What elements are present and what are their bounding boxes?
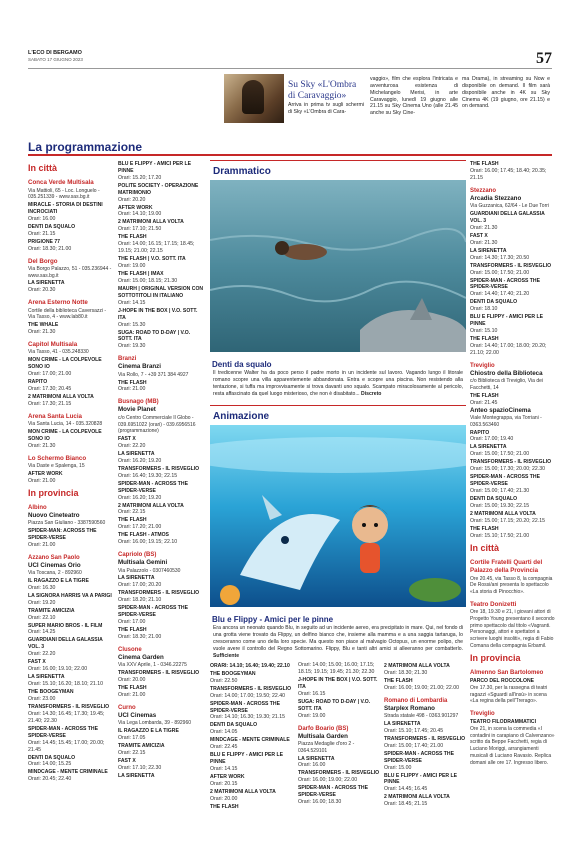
- showtimes: Orari: 20.00: [118, 676, 146, 683]
- showtimes: Orari: 15.00; 17.15; 20.20; 22.15: [470, 517, 545, 524]
- sky-photo: [224, 74, 284, 123]
- city-name: Albino: [28, 504, 47, 511]
- showtimes: Orari: 17.00; 21.00: [28, 370, 72, 377]
- film-title: LA SIGNORA HARRIS VA A PARIGI: [28, 592, 112, 599]
- showtimes: Orari: 16.00; 18.30: [298, 799, 342, 806]
- cinema-name: Movie Planet: [118, 406, 156, 414]
- review-box-drama: [210, 160, 466, 398]
- city-name: Azzano San Paolo: [28, 554, 80, 561]
- film-title: SPIDER-MAN - ACROSS THE SPIDER-VERSE: [210, 700, 280, 714]
- film-title: BLU E FLIPPY - AMICI PER LE PINNE: [118, 161, 192, 174]
- showtimes: Orari: 22.10: [28, 614, 56, 621]
- cinema-name: Teatro Donizetti: [470, 600, 517, 608]
- showtimes: Orari: 15.00; 17.40; 21.30: [470, 488, 530, 494]
- showtimes: Orari: 16.00; 19.10; 22.00: [28, 666, 88, 673]
- showtimes: Orari: 15.00; 17.50; 21.00: [470, 451, 530, 458]
- film-title: FAST X: [28, 659, 46, 666]
- cinema-name: Arena Esterno Notte: [28, 299, 88, 307]
- city-name: Darfo Boario (BS): [298, 725, 349, 732]
- showtimes: Orari: 14.45; 16.45: [384, 786, 428, 793]
- film-title: THE FLASH: [210, 803, 239, 810]
- film-title: LA SIRENETTA: [118, 450, 155, 457]
- sky-text-1: Arriva in prima tv sugli schermi di Sky «L'Ombra di Cara-: [288, 102, 364, 115]
- showtimes: Orari: 15.10; 17.50; 21.00: [470, 532, 530, 539]
- cinema-name: Cinema Branzi: [118, 363, 161, 371]
- film-title: TRANSFORMERS - IL RISVEGLIO: [384, 735, 466, 742]
- cinema-address: Via Lega Lombarda, 39 - 892960: [118, 720, 192, 727]
- cinema-address: Via XXV Aprile, 1 - 0346.22275: [118, 662, 187, 669]
- film-title: MINDCAGE - MENTE CRIMINALE: [210, 737, 290, 744]
- film-title: LA SIRENETTA: [28, 280, 65, 287]
- showtimes: Orari: 19.00: [118, 263, 146, 270]
- showtimes: Orari: 14.00; 16.15; 17.15; 18.45; 19.15; 21.00; 22.15: [118, 241, 195, 255]
- film-title: 2 MATRIMONI ALLA VOLTA: [384, 663, 450, 669]
- masthead: [28, 50, 83, 63]
- showtimes: Orari: 16.00; 17.45; 18.40; 20.35; 21.15: [470, 167, 547, 181]
- film-title: THE FLASH: [470, 525, 499, 532]
- city-name: Busnago (MB): [118, 399, 159, 406]
- showtimes: Orari: 20.30: [28, 287, 56, 294]
- film-title: LA SIRENETTA: [470, 247, 507, 254]
- showtimes: Orari: 22.50: [210, 677, 238, 684]
- showtimes: Orari: 22.20: [118, 442, 146, 449]
- film-title: THE FLASH: [118, 517, 147, 524]
- sky-text-2: vaggio», film che esplora l'intricata e avventurosa esistenza di Michelangelo Merisi, in arte Caravaggio, lunedì 19 giugno alle 21.15 su Sky Cinema Uno (alle 21.45 anche su Sky Cine-: [370, 76, 458, 117]
- cinema-address: Ore 21, in scena la commedia «I contadini in carapiano di Calvenzano» scritto da Beppe Facchetti, regia di Luciano Moriggi, arrangiamenti musicali di Luciano Ravasio. Replica domani alle ore 17. Ingresso libero.: [470, 725, 555, 766]
- film-title: TRAMITE AMICIZIA: [28, 607, 75, 614]
- film-title: FAST X: [118, 436, 136, 443]
- film-title: TRANSFORMERS - IL RISVEGLIO: [118, 590, 200, 597]
- showtimes: Orari: 15.00; 17.30; 20.00; 22.30: [470, 466, 545, 473]
- cinema-name: Multisala Garden: [298, 732, 348, 740]
- city-name: Branzi: [118, 356, 137, 363]
- showtimes: Orari: 14.40; 17.00; 18.00; 20.20; 21.10; 22.00: [470, 342, 547, 356]
- listing-column-5: [384, 662, 466, 808]
- showtimes: Orari: 19.30: [118, 343, 146, 350]
- showtimes: Orari: 21.00: [28, 541, 56, 548]
- showtimes: Orari: 21.15: [28, 230, 56, 237]
- film-title: AFTER WORK: [28, 470, 63, 477]
- showtimes: Orari: 16.20; 19.20: [118, 457, 162, 464]
- showtimes: Orari: 22.20: [28, 651, 56, 658]
- section-heading: In provincia: [28, 487, 79, 498]
- film-title: SPIDER-MAN - ACROSS THE SPIDER-VERSE: [470, 277, 540, 291]
- film-title: AFTER WORK: [210, 773, 245, 780]
- film-title: THE FLASH: [118, 684, 147, 691]
- showtimes: Orari: 16.20; 19.20: [118, 494, 162, 501]
- showtimes: Orari: 14.00; 15.00; 16.00; 17.15; 18.15; 19.15; 19.45; 21.30; 22.30: [298, 662, 375, 676]
- cinema-address: Ore 20.45, via Tasso 8, la compagnia De Rossi/ani presenta lo spettacolo «La storia di Pinocchio».: [470, 575, 553, 596]
- city-name: Capriolo (BS): [118, 552, 157, 559]
- film-title: LA SIRENETTA: [298, 755, 335, 762]
- film-title: POLITE SOCIETY - OPERAZIONE MATRIMONIO: [118, 182, 199, 196]
- movie-rating: Sufficiente: [213, 652, 240, 659]
- film-title: IL RAGAZZO E LA TIGRE: [118, 728, 179, 735]
- film-title: 2 MATRIMONI ALLA VOLTA: [118, 219, 184, 226]
- showtimes: Orari: 21.30: [470, 224, 498, 231]
- section-heading: In città: [28, 163, 58, 173]
- cinema-address: Ore 18, 19.30 e 21, i giovani attori di Progetto Young presentano il secondo primo spettacolo dal titolo «Vagranti. Personaggi, attori e spettatori a scrivere luoghi insoliti», regia di Fabio Comana della compagnia Erbamil.: [470, 609, 555, 649]
- showtimes: Orari: 17.00: [118, 618, 146, 625]
- cinema-name: Cinema Garden: [118, 653, 164, 661]
- showtimes: Orari: 14.45; 15.45; 17.00; 20.00; 21.45: [28, 739, 105, 753]
- film-title: MAURH | ORIGINAL VERSION CON SOTTOTITOLI IN ITALIANO: [118, 286, 204, 299]
- showtimes: Orari: 20.15: [210, 780, 238, 787]
- showtimes: Orari: 17.20; 21.00: [118, 524, 162, 531]
- film-title: SUGA: ROAD TO D-DAY | V.O. SOTT. ITA: [118, 329, 191, 343]
- showtimes: Orari: 21.30: [28, 442, 56, 449]
- section-title: La programmazione: [28, 140, 143, 154]
- cinema-address: Strada statale 498 - 0363.901297: [384, 713, 459, 720]
- film-title: THE FLASH: [384, 677, 413, 684]
- film-title: THE FLASH: [470, 335, 499, 342]
- showtimes: Orari: 22.15: [118, 749, 146, 756]
- showtimes: Orari: 14.00; 17.00; 19.50; 22.40: [210, 692, 285, 699]
- showtimes: Orari: 19.00: [298, 712, 326, 719]
- cinema-name: Lo Schermo Bianco: [28, 454, 87, 462]
- cinema-address: Ore 17.30, per la rassegna di teatri ragazzi «Sguardi all'insù» in scena «La regina della pell'Trerago».: [470, 684, 548, 705]
- showtimes: Orari: 20.20: [118, 196, 146, 203]
- film-title: GUARDIANI DELLA GALASSIA VOL. 3: [28, 637, 103, 651]
- showtimes: Orari: 16.00; 19.00; 21.00; 22.00: [384, 684, 459, 691]
- cinema-address: Via Rollo, 7 - +39 371 384 4927: [118, 371, 189, 378]
- showtimes: Orari: 19.20: [28, 599, 56, 606]
- film-title: MON CRIME - LA COLPEVOLE SONO IO: [28, 428, 102, 442]
- film-title: LA SIRENETTA: [470, 444, 507, 451]
- showtimes: Orari: 15.10; 16.20; 18.10; 21.10: [28, 680, 103, 687]
- cinema-address: Piazza San Giuliano - 3387590560: [28, 520, 106, 527]
- cinema-name: Nuovo Cineteatro: [28, 511, 80, 519]
- showtimes: Orari: 22.15: [118, 509, 146, 516]
- newspaper-name: L'ECO DI BERGAMO: [28, 50, 82, 56]
- city-name: Romano di Lombardia: [384, 697, 448, 704]
- film-title: J-HOPE IN THE BOX | V.O. SOTT. ITA: [118, 307, 198, 321]
- film-title: THE FLASH: [470, 392, 499, 399]
- showtimes: Orari: 16.00; 19.00; 22.00: [298, 777, 358, 784]
- film-title: 2 MATRIMONI ALLA VOLTA: [118, 502, 184, 509]
- showtimes: Orari: 18.10: [470, 306, 498, 313]
- showtimes: Orari: 17.30; 20.45: [28, 385, 72, 392]
- film-title: SPIDER-MAN - ACROSS THE SPIDER-VERSE: [118, 480, 188, 494]
- cinema-name: Multisala Gemini: [118, 559, 168, 567]
- showtimes: Orari: 21.45: [470, 399, 498, 406]
- showtimes: Orari: 16.00; 19.15; 22.10: [118, 539, 178, 546]
- film-title: LA SIRENETTA: [118, 575, 155, 582]
- film-title: PRIGIONE 77: [28, 238, 60, 245]
- showtimes: Orari: 14.40; 17.40; 21.20: [470, 291, 530, 298]
- film-title: 2 MATRIMONI ALLA VOLTA: [28, 393, 94, 400]
- listing-column-2: [118, 160, 206, 780]
- film-title: LA SIRENETTA: [28, 674, 65, 681]
- film-title: SPIDER-MAN - ACROSS THE SPIDER-VERSE: [28, 725, 98, 739]
- genre-heading: Drammatico: [213, 166, 271, 177]
- film-title: THE FLASH - ATMOS: [118, 532, 169, 539]
- film-title: THE FLASH: [118, 379, 147, 386]
- showtimes: Orari: 14.10; 19.00: [118, 211, 162, 218]
- showtimes: Orari: 14.15: [118, 299, 146, 306]
- cinema-name: Arena Santa Lucia: [28, 412, 82, 420]
- cinema-address: c/o Biblioteca di Treviglio, Via dei Facchetti, 14: [470, 378, 544, 392]
- listing-column-4: [298, 662, 380, 806]
- film-title: MIRACLE - STORIA DI DESTINI INCROCIATI: [28, 202, 103, 215]
- showtimes: Orari: 15.20; 17.20: [118, 174, 162, 181]
- cinema-address: Piazza Medaglie d'oro 2 - 0364.529101: [298, 741, 355, 754]
- showtimes: Orari: 14.05: [210, 729, 238, 736]
- film-title: THE FLASH: [470, 161, 499, 167]
- film-title: J-HOPE IN THE BOX | V.O. SOTT. ITA: [298, 677, 378, 690]
- showtimes: Orari: 14.15: [210, 765, 238, 772]
- cinema-name: Capitol Multisala: [28, 341, 78, 349]
- showtimes: Orari: 21.30: [470, 239, 498, 246]
- cinema-name: UCI Cinemas Orio: [28, 561, 81, 569]
- showtimes: Orari: 18.30; 21.30: [384, 669, 428, 676]
- film-title: AFTER WORK: [118, 204, 153, 211]
- header-rule: [28, 68, 552, 69]
- film-title: RAPITO: [28, 378, 48, 385]
- showtimes: Orari: 21.00: [118, 691, 146, 698]
- film-title: ORARI: 14.10; 16.40; 19.40; 22.10: [210, 663, 290, 669]
- showtimes: Orari: 16.15: [298, 690, 326, 697]
- cinema-address: Via Palazzolo - 0307460530: [118, 567, 181, 574]
- film-title: SPIDER-MAN - ACROSS THE SPIDER-VERSE: [384, 750, 454, 764]
- showtimes: Orari: 17.05: [118, 734, 146, 741]
- cinema-address: Via Guzzanica, 62/64 - Le Due Torri: [470, 203, 550, 210]
- movie-synopsis: Il tredicenne Walter ha da poco perso il padre morto in un incidente sul lavoro. Vagando lungo il litorale romano scopre una villa apparentemente abbandonata. Entra e scopre una piscina. Non resistendo alla tentazione, si tuffa ma improvvisamente si trova davanti uno squalo. Scampato miracolosamente al pericolo, resta affascinato da quel luogo misterioso, che non è disabitato... Discreto: [213, 370, 463, 397]
- showtimes: Orari: 16.00: [28, 215, 56, 222]
- showtimes: Orari: 15.00; 17.40; 21.00: [384, 742, 444, 749]
- showtimes: Orari: 18.20; 21.10: [118, 597, 162, 604]
- city-name: Treviglio: [470, 362, 495, 369]
- showtimes: Orari: 21.30: [28, 329, 56, 336]
- film-title: TRANSFORMERS - IL RISVEGLIO: [470, 262, 552, 269]
- film-title: THE FLASH | IMAX: [118, 271, 164, 278]
- film-title: THE FLASH: [118, 234, 147, 241]
- showtimes: Orari: 16.40; 19.30; 22.15: [118, 472, 178, 479]
- sky-text-3: ma Drama), in streaming su Now e disponibile on demand. Il film sarà disponibile anche in 4K su Sky Cinema 4K (19 giugno, ore 21.15) e on demand.: [462, 76, 550, 110]
- film-title: PARCO DEL ROCCOLONE: [470, 677, 535, 684]
- film-title: SPIDER-MAN - ACROSS THE SPIDER-VERSE: [470, 474, 540, 488]
- film-title: THE FLASH | V.O. SOTT. ITA: [118, 256, 186, 263]
- film-title: SPIDER-MAN: ACROSS THE SPIDER-VERSE: [28, 527, 97, 541]
- page-number: 57: [536, 50, 552, 67]
- film-title: LA SIRENETTA: [384, 720, 421, 727]
- listing-column-3: [210, 662, 294, 811]
- film-title: RAPITO: [470, 429, 490, 436]
- review-box-animation: [210, 405, 466, 659]
- listing-column-1: [28, 160, 114, 783]
- film-title: THE BOOGEYMAN: [28, 689, 74, 695]
- cinema-name: Del Borgo: [28, 257, 58, 265]
- showtimes: Orari: 21.00: [28, 477, 56, 484]
- cinema-address: Via Toscana, 2 - 892960: [28, 570, 82, 577]
- showtimes: Orari: 14.30; 17.30; 20.50: [470, 254, 530, 261]
- film-title: DENTI DA SQUALO: [28, 223, 76, 230]
- cinema-name: Arcadia Stezzano: [470, 195, 522, 202]
- cinema-name: Conca Verde Multisala: [28, 179, 94, 187]
- movie-title: Blu e Flippy - Amici per le pinne: [212, 615, 334, 624]
- film-title: THE BOOGEYMAN: [210, 670, 256, 677]
- city-name: Curno: [118, 704, 136, 711]
- film-title: 2 MATRIMONI ALLA VOLTA: [470, 510, 536, 517]
- film-title: 2 MATRIMONI ALLA VOLTA: [384, 794, 450, 801]
- cinema-address: Via Santa Lucia, 14 - 035.320828: [28, 421, 103, 428]
- film-title: FAST X: [470, 232, 488, 239]
- film-title: SPIDER-MAN - ACROSS THE SPIDER-VERSE: [118, 605, 188, 619]
- section-rule: [28, 154, 552, 156]
- genre-heading: Animazione: [213, 411, 270, 422]
- film-title: TRANSFORMERS - IL RISVEGLIO: [210, 685, 292, 692]
- movie-rating: Discreto: [361, 390, 382, 397]
- film-title: SUPER MARIO BROS - IL FILM: [28, 622, 103, 629]
- city-name: Clusone: [118, 646, 142, 653]
- showtimes: Orari: 20.45; 22.40: [28, 776, 72, 783]
- cinema-name: Cortile Fratelli Quarti del Palazzo della Provincia: [470, 558, 543, 575]
- city-name: Treviglio: [470, 711, 495, 718]
- film-title: BLU E FLIPPY - AMICI PER LE PINNE: [470, 314, 544, 328]
- showtimes: Orari: 17.00; 20.20: [118, 582, 162, 589]
- showtimes: Orari: 18.30; 21.00: [28, 245, 72, 252]
- showtimes: Orari: 18.45; 21.15: [384, 801, 428, 808]
- listing-column-6: [470, 160, 556, 766]
- showtimes: Orari: 20.00: [210, 795, 238, 802]
- cinema-address: Via Tasso, 41 - 035.248330: [28, 349, 89, 356]
- film-title: DENTI DA SQUALO: [28, 754, 76, 761]
- showtimes: Orari: 14.25: [28, 629, 56, 636]
- film-title: TEATRO FILODRAMMATICI: [470, 719, 537, 726]
- cinema-address: Via Daste e Spalenga, 15: [28, 462, 85, 469]
- showtimes: Orari: 23.00: [28, 695, 56, 702]
- film-title: DENTI DA SQUALO: [470, 299, 518, 306]
- showtimes: Orari: 15.10; 17.45; 20.45: [384, 727, 444, 734]
- showtimes: Orari: 17.10; 21.50: [118, 226, 162, 233]
- section-heading: In provincia: [470, 652, 521, 663]
- cinema-address: Via Borgo Palazzo, 51 - 035.236944 - www.sas.bg.it: [28, 265, 112, 279]
- showtimes: Orari: 14.00; 15.25: [28, 761, 72, 768]
- showtimes: Orari: 16.00: [298, 762, 326, 769]
- cinema-address: Via Mattioli, 65 - Loc. Longuelo - 035.251339 - www.sas.bg.it: [28, 187, 100, 201]
- dolphin-movie-still: [210, 425, 466, 607]
- city-name: Stezzano: [470, 187, 497, 194]
- showtimes: Orari: 15.00: [384, 764, 412, 771]
- film-title: TRANSFORMERS - IL RISVEGLIO: [118, 465, 200, 472]
- film-title: DENTI DA SQUALO: [210, 722, 258, 729]
- showtimes: Orari: 15.10: [470, 327, 498, 334]
- showtimes: Orari: 15.30: [118, 321, 146, 328]
- film-title: TRANSFORMERS - IL RISVEGLIO: [28, 703, 110, 710]
- movie-synopsis: Era ancora un neonato quando Blu, in seguito ad un incidente aereo, era precipitato in mare. Qui, nel fondo di una grotta viene trovato da Flippy, un delfino bianco che, insieme alla mamma e a una saggia tartaruga, lo cresceranno come uno della loro specie. Ma questo non piace al malvagio Octopus, un enorme polipo, che vuole avere il controllo del Regno Sottomarino. Flippy, Blu e tanti altri amici si alleeranno per combatterlo. Sufficiente: [213, 625, 463, 659]
- showtimes: Orari: 17.10; 22.30: [118, 764, 162, 771]
- film-title: MON CRIME - LA COLPEVOLE SONO IO: [28, 357, 102, 371]
- city-name: Almenno San Bartolomeo: [470, 669, 544, 676]
- showtimes: Orari: 17.00; 19.40: [470, 436, 514, 443]
- showtimes: Orari: 14.10; 16.30; 19.30; 21.15: [210, 714, 285, 721]
- showtimes: Orari: 14.30; 16.45; 17.30; 19.45; 21.40; 22.30: [28, 710, 105, 724]
- film-title: SPIDER-MAN - ACROSS THE SPIDER-VERSE: [298, 785, 368, 799]
- cinema-address: c/o Centro Commerciale Il Globo - 039.6951022 (orari) - 039.6956516 (programmazione): [118, 414, 196, 435]
- cinema-name: Chiostro della Biblioteca: [470, 369, 543, 377]
- film-title: IL RAGAZZO E LA TIGRE: [28, 577, 89, 584]
- film-title: MINDCAGE - MENTE CRIMINALE: [28, 769, 108, 776]
- film-title: BLU E FLIPPY - AMICI PER LE PINNE: [210, 752, 284, 766]
- film-title: THE WHALE: [28, 322, 59, 329]
- film-title: FAST X: [118, 757, 136, 764]
- film-title: BLU E FLIPPY - AMICI PER LE PINNE: [384, 772, 458, 786]
- cinema-address: Viale Montegrappa, via Torriani - 0363.563460: [470, 415, 542, 428]
- cinema-name: Anteo spazioCinema: [470, 406, 531, 414]
- film-title: SUGA: ROAD TO D-DAY | V.O. SOTT. ITA: [298, 698, 371, 712]
- film-title: DENTI DA SQUALO: [470, 496, 518, 503]
- film-title: TRANSFORMERS - IL RISVEGLIO: [298, 770, 380, 777]
- section-heading: In città: [470, 542, 500, 553]
- showtimes: Orari: 15.00; 17.50; 21.00: [470, 269, 530, 276]
- film-title: TRAMITE AMICIZIA: [118, 742, 165, 749]
- showtimes: Orari: 22.45: [210, 744, 238, 751]
- film-title: GUARDIANI DELLA GALASSIA VOL. 3: [470, 211, 545, 224]
- film-title: TRANSFORMERS - IL RISVEGLIO: [118, 670, 200, 677]
- film-title: LA SIRENETTA: [118, 772, 155, 779]
- sky-title: Su Sky «L'Ombra di Caravaggio»: [288, 80, 357, 101]
- film-title: THE FLASH: [118, 626, 147, 633]
- showtimes: Orari: 21.00: [118, 386, 146, 393]
- cinema-name: Starplex Romano: [384, 704, 435, 712]
- movie-title: Denti da squalo: [212, 360, 272, 369]
- showtimes: Orari: 15.00; 19.30; 22.15: [470, 502, 530, 509]
- cinema-address: Cortile della biblioteca Caversazzi - Via Tasso, 4 - www.lab80.it: [28, 307, 107, 321]
- showtimes: Orari: 17.30; 21.15: [28, 400, 72, 407]
- issue-date: SABATO 17 GIUGNO 2023: [28, 56, 83, 62]
- cinema-name: UCI Cinemas: [118, 711, 157, 719]
- film-title: 2 MATRIMONI ALLA VOLTA: [210, 788, 276, 795]
- showtimes: Orari: 16.30: [28, 584, 56, 591]
- showtimes: Orari: 18.30; 21.00: [118, 633, 162, 640]
- shark-movie-still: [210, 180, 466, 352]
- showtimes: Orari: 15.00; 18.15; 21.30: [118, 277, 178, 284]
- film-title: TRANSFORMERS - IL RISVEGLIO: [470, 459, 552, 466]
